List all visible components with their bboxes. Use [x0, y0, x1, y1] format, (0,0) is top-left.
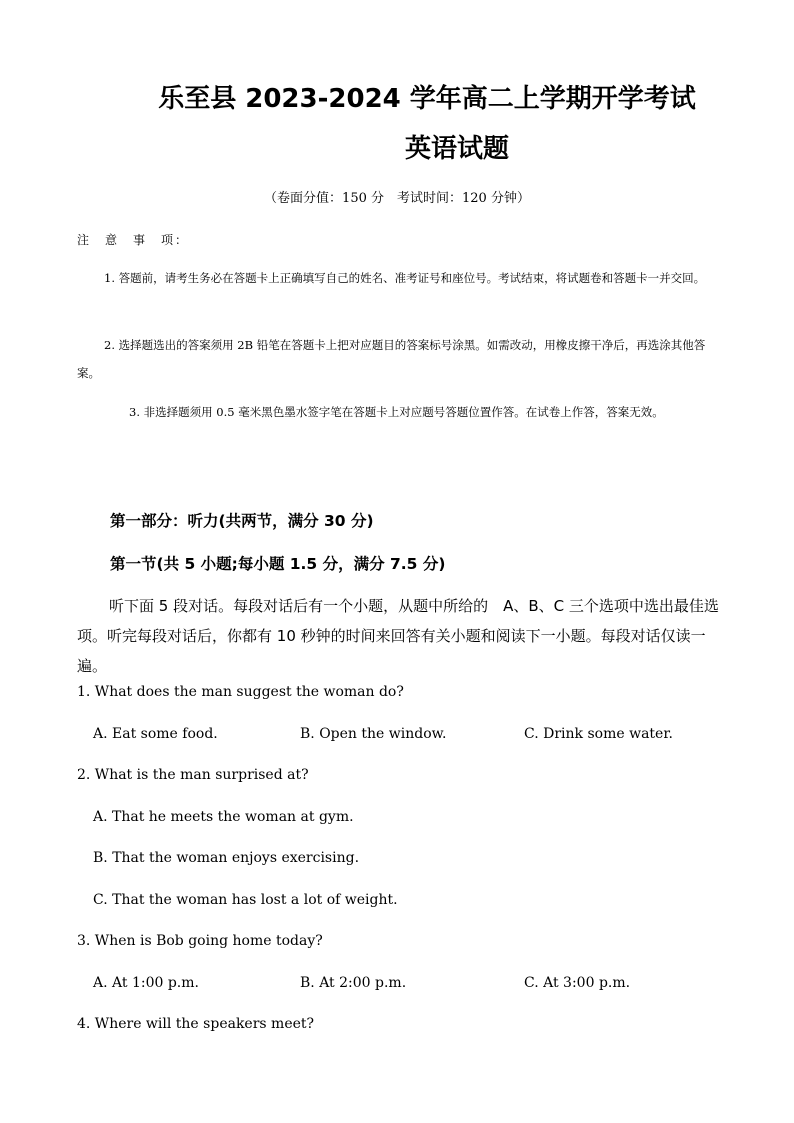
option: C. At 3:00 p.m. [524, 975, 631, 991]
section-instructions: 听下面 5 段对话。每段对话后有一个小题，从题中所给的 A、B、C 三个选项中选出最佳选项。听完每段对话后，你都有 10 秒钟的时间来回答有关小题和阅读下一小题。每段对话仅读一遍。 [77, 597, 719, 675]
question-stem: 2. What is the man surprised at? [77, 767, 309, 783]
option: A. Eat some food. [93, 726, 218, 742]
option: B. At 2:00 p.m. [300, 975, 407, 991]
question-stem: 4. Where will the speakers meet? [77, 1016, 315, 1032]
notice-heading: 注 意 事 项： [77, 233, 190, 247]
exam-title: 乐至县 2023-2024 学年高二上学期开学考试 [158, 84, 696, 114]
option: C. Drink some water. [524, 726, 673, 742]
exam-subtitle: 英语试题 [404, 134, 509, 164]
part-title: 第一部分：听力(共两节，满分 30 分) [110, 512, 374, 530]
notice-item: 2. 选择题选出的答案须用 2B 铅笔在答题卡上把对应题目的答案标号涂黑。如需改动，用橡皮擦干净后，再选涂其他答案。 [77, 338, 706, 380]
notice-item: 3. 非选择题须用 0.5 毫米黑色墨水签字笔在答题卡上对应题号答题位置作答。在试卷上作答，答案无效。 [129, 405, 664, 419]
section-title: 第一节(共 5 小题;每小题 1.5 分，满分 7.5 分) [110, 555, 446, 573]
exam-meta: （卷面分值：150 分 考试时间：120 分钟） [264, 191, 530, 206]
option: A. That he meets the woman at gym. [93, 809, 354, 825]
notice-item: 1. 答题前，请考生务必在答题卡上正确填写自己的姓名、准考证号和座位号。考试结束，将试题卷和答题卡一并交回。 [104, 271, 706, 285]
question-stem: 1. What does the man suggest the woman do? [77, 684, 404, 700]
option: C. That the woman has lost a lot of weight. [93, 892, 398, 908]
option: A. At 1:00 p.m. [93, 975, 199, 991]
option: B. That the woman enjoys exercising. [93, 850, 360, 866]
question-stem: 3. When is Bob going home today? [77, 933, 323, 949]
option: B. Open the window. [300, 726, 447, 742]
